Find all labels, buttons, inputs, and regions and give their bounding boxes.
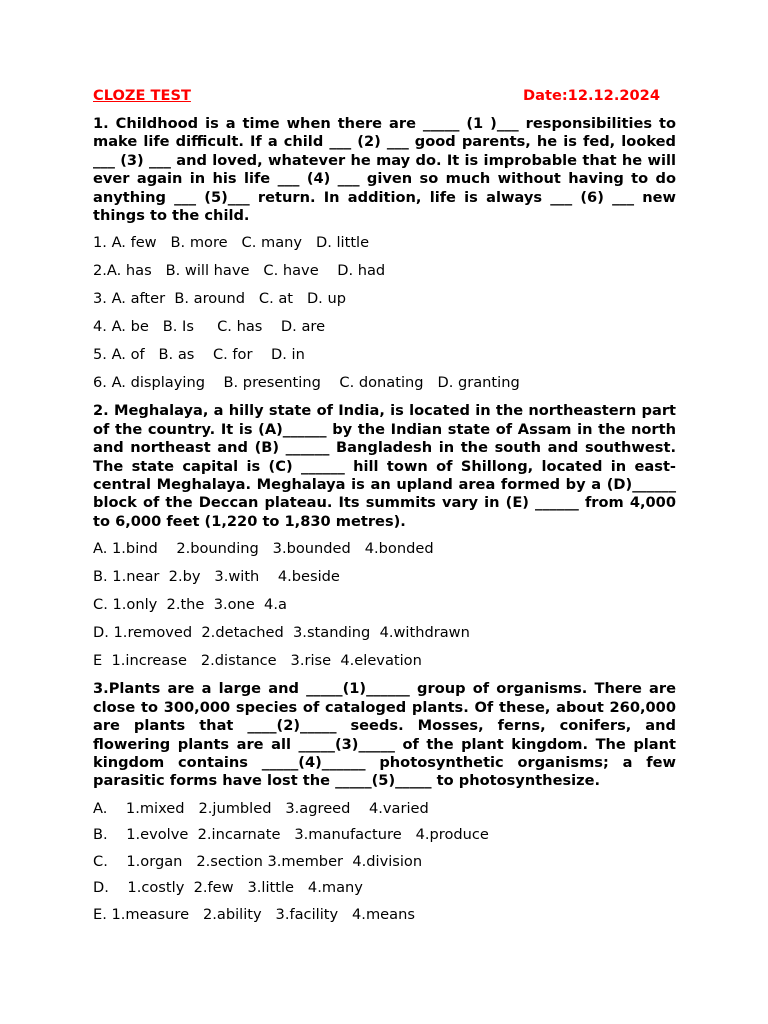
passage-1: 1. Childhood is a time when there are _____ (1 )___ responsibilities to make life difficult. If a child ___ (2) ___ good parents, he is fed, looked ___ (3) ___ and loved, whatever he may do. It is improbable that he will ever again in his life ___ (4) ___ given so much without having to do anything ___ (5)___ return. In addition, life is always ___ (6) ___ new things to the child. [93,115,676,225]
option-line: A. 1.mixed 2.jumbled 3.agreed 4.varied [93,799,429,817]
option-line: D. 1.removed 2.detached 3.standing 4.withdrawn [93,624,470,642]
option-line: 6. A. displaying B. presenting C. donating D. granting [93,374,520,392]
option-line: 1. A. few B. more C. many D. little [93,234,370,252]
option-line: E 1.increase 2.distance 3.rise 4.elevation [93,652,422,670]
question-section-1 [93,115,676,392]
option-line: 4. A. be B. Is C. has D. are [93,318,326,336]
option-line: B. 1.near 2.by 3.with 4.beside [93,568,340,586]
page-title: CLOZE TEST [93,87,191,104]
option-line: 2.A. has B. will have C. have D. had [93,262,386,280]
option-line: 3. A. after B. around C. at D. up [93,290,346,308]
option-line: C. 1.only 2.the 3.one 4.a [93,596,287,614]
header [93,87,676,105]
option-line: E. 1.measure 2.ability 3.facility 4.means [93,905,415,923]
date-label: Date:12.12.2024 [523,87,660,104]
option-line: 5. A. of B. as C. for D. in [93,346,305,364]
option-line: C. 1.organ 2.section 3.member 4.division [93,852,423,870]
question-section-2 [93,402,676,670]
passage-2: 2. Meghalaya, a hilly state of India, is located in the northeastern part of the country. It is (A)______ by the Indian state of Assam in the north and northeast and (B) ______ Bangladesh in the south and southwest. The state capital is (C) ______ hill town of Shillong, located in east-central Meghalaya. Meghalaya is an upland area formed by a (D)______ block of the Deccan plateau. Its summits vary in (E) ______ from 4,000 to 6,000 feet (1,220 to 1,830 metres). [93,402,676,530]
question-section-3 [93,680,676,923]
option-line: B. 1.evolve 2.incarnate 3.manufacture 4.produce [93,826,489,844]
passage-3: 3.Plants are a large and _____(1)______ group of organisms. There are close to 300,000 species of cataloged plants. Of these, about 260,000 are plants that ____(2)_____ seeds. Mosses, ferns, conifers, and flowering plants are all _____(3)_____ of the plant kingdom. The plant kingdom contains _____(4)______ photosynthetic organisms; a few parasitic forms have lost the _____(5)_____ to photosynthesize. [93,680,676,790]
option-line: A. 1.bind 2.bounding 3.bounded 4.bonded [93,540,434,558]
option-line: D. 1.costly 2.few 3.little 4.many [93,879,363,897]
